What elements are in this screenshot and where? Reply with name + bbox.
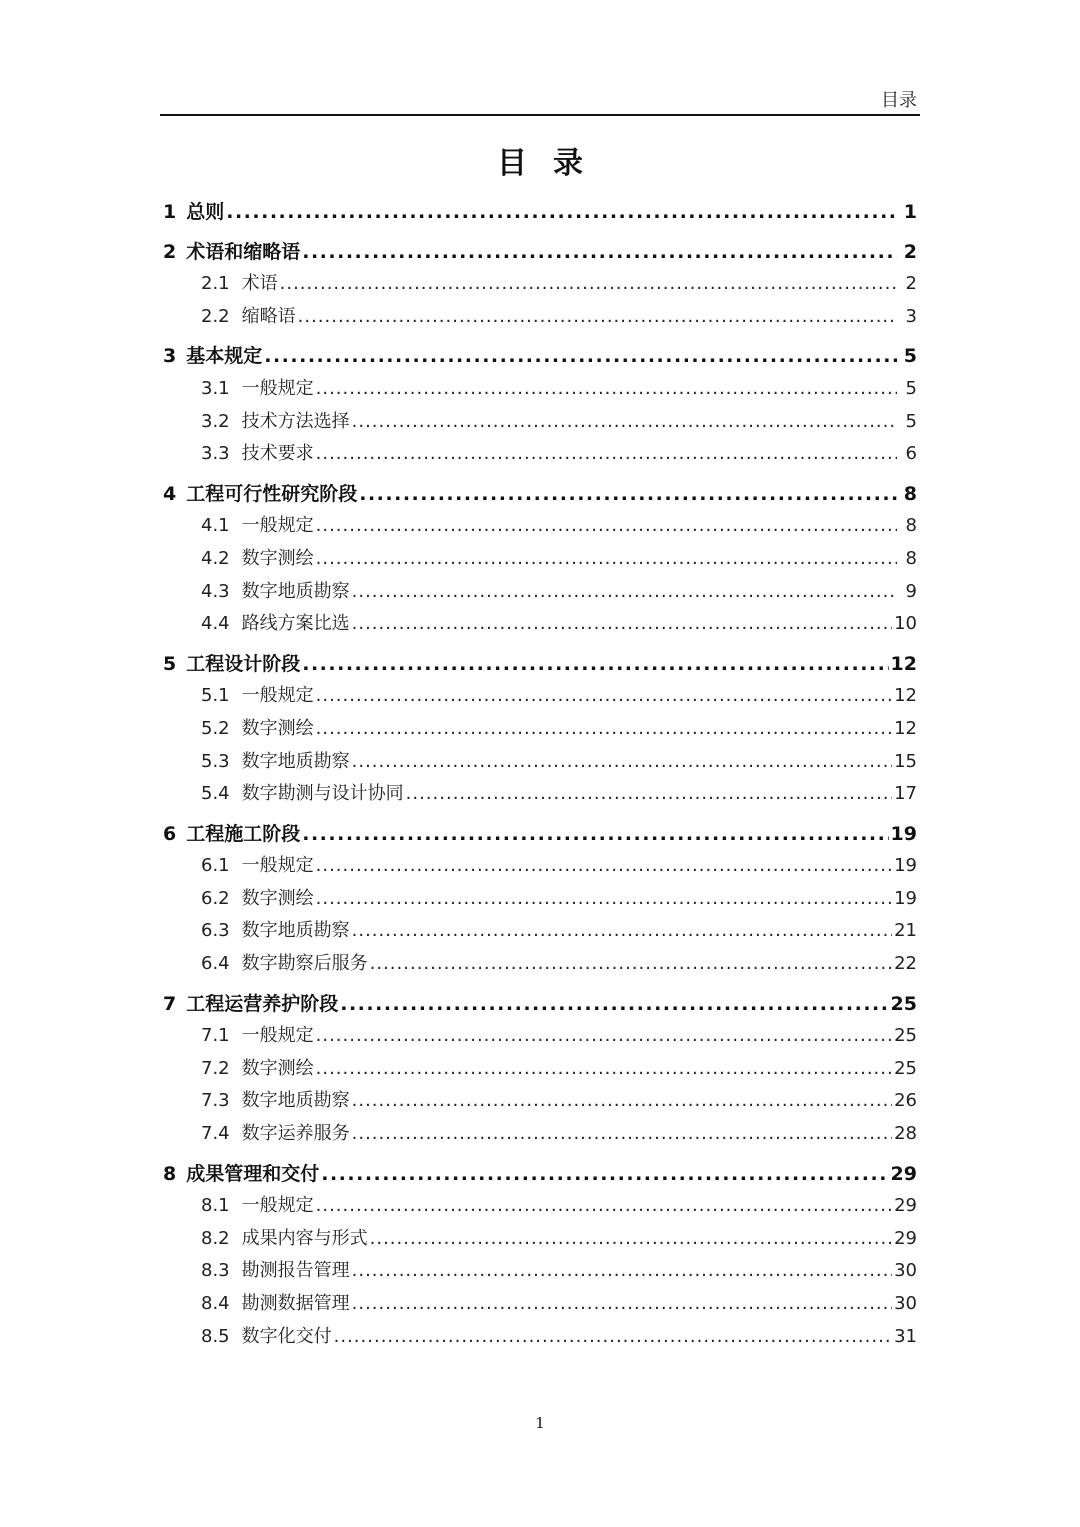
toc-entry-number: 7.2 [201, 1057, 230, 1079]
dot-leader [316, 883, 892, 916]
dot-leader [334, 1321, 892, 1354]
toc-entry-number: 6 [163, 822, 177, 845]
toc-entry-number: 6.4 [201, 953, 230, 975]
toc-entry-title: 数字地质勘察 [241, 750, 350, 772]
toc-entry-title: 数字测绘 [241, 887, 314, 909]
toc-entry-number: 7.3 [201, 1090, 230, 1112]
toc-section-entry[interactable] [163, 778, 917, 811]
toc-section-entry[interactable] [163, 1288, 917, 1321]
dot-leader [352, 1085, 892, 1118]
toc-entry-page: 28 [894, 1123, 917, 1145]
toc-entry-page: 8 [905, 515, 917, 537]
toc-entry-page: 5 [905, 410, 917, 432]
toc-chapter-entry[interactable] [163, 818, 917, 851]
toc-section-entry[interactable] [163, 268, 917, 301]
dot-leader [316, 510, 897, 543]
toc-entry-number: 6.1 [201, 855, 230, 877]
toc-entry-title: 技术要求 [241, 443, 314, 465]
toc-entry-number: 3 [163, 345, 177, 368]
toc-entry-title: 数字化交付 [241, 1325, 332, 1347]
toc-entry-page: 25 [894, 1057, 917, 1079]
toc-entry-page: 10 [894, 613, 917, 635]
toc-entry-title: 一般规定 [241, 1195, 314, 1217]
toc-entry-page: 19 [894, 855, 917, 877]
dot-leader [352, 406, 897, 439]
toc-entry-number: 5.3 [201, 750, 230, 772]
toc-entry-title: 数字测绘 [241, 547, 314, 569]
page-title: 目录 [497, 146, 609, 181]
dot-leader [316, 438, 897, 471]
toc-section-entry[interactable] [163, 438, 917, 471]
toc-entry-title: 术语 [241, 273, 278, 295]
toc-entry-number: 4.2 [201, 547, 230, 569]
toc-chapter-entry[interactable] [163, 478, 917, 511]
dot-leader [352, 608, 892, 641]
toc-entry-number: 2.1 [201, 273, 230, 295]
dot-leader [316, 680, 892, 713]
dot-leader [316, 373, 897, 406]
toc-section-entry[interactable] [163, 543, 917, 576]
toc-entry-number: 8.5 [201, 1325, 230, 1347]
toc-entry-title: 数字测绘 [241, 1057, 314, 1079]
page-number: 1 [535, 1414, 545, 1432]
toc-entry-title: 成果内容与形式 [241, 1227, 368, 1249]
toc-entry-page: 30 [894, 1293, 917, 1314]
toc-entry-title: 技术方法选择 [241, 410, 350, 432]
toc-entry-title: 一般规定 [241, 515, 314, 537]
toc-entry-title: 工程设计阶段 [186, 652, 301, 675]
toc-entry-number: 7.4 [201, 1123, 230, 1145]
dot-leader [302, 236, 897, 269]
toc-entry-title: 路线方案比选 [241, 613, 350, 635]
toc-entry-title: 缩略语 [241, 305, 296, 327]
toc-chapter-entry[interactable] [163, 988, 917, 1021]
toc-entry-page: 12 [890, 652, 917, 675]
toc-section-entry[interactable] [163, 1053, 917, 1086]
toc-entry-page: 1 [903, 201, 917, 223]
toc-entry-page: 25 [894, 1025, 917, 1047]
toc-entry-number: 8.2 [201, 1227, 230, 1249]
toc-section-entry[interactable] [163, 510, 917, 543]
toc-entry-page: 22 [894, 953, 917, 975]
dot-leader [352, 1118, 892, 1151]
toc-section-entry[interactable] [163, 680, 917, 713]
toc-entry-number: 4.1 [201, 515, 230, 537]
dot-leader [226, 196, 897, 229]
toc-entry-title: 一般规定 [241, 855, 314, 877]
toc-entry-page: 12 [894, 685, 917, 707]
toc-entry-page: 31 [894, 1325, 917, 1347]
dot-leader [316, 1020, 892, 1053]
toc-entry-number: 5.4 [201, 783, 230, 805]
toc-entry-number: 4.4 [201, 613, 230, 635]
toc-entry-title: 工程运营养护阶段 [186, 992, 339, 1015]
toc-entry-title: 工程施工阶段 [186, 822, 301, 845]
toc-section-entry[interactable] [163, 373, 917, 406]
dot-leader [352, 746, 892, 779]
toc-entry-page: 17 [894, 783, 917, 805]
toc-entry-title: 成果管理和交付 [186, 1162, 320, 1185]
toc-entry-number: 3.1 [201, 377, 230, 399]
dot-leader [316, 1053, 892, 1086]
toc-entry-title: 总则 [186, 201, 225, 223]
dot-leader [298, 301, 897, 334]
toc-entry-page: 21 [894, 920, 917, 942]
toc-entry-title: 一般规定 [241, 685, 314, 707]
toc-entry-page: 30 [894, 1260, 917, 1282]
toc-section-entry[interactable] [163, 1085, 917, 1118]
running-header: 目录 [881, 90, 917, 111]
toc-entry-number: 4 [163, 482, 177, 505]
toc-section-entry[interactable] [163, 850, 917, 883]
toc-entry-page: 29 [894, 1227, 917, 1249]
dot-leader [316, 713, 892, 746]
toc-entry-title: 基本规定 [186, 345, 263, 368]
toc-section-entry[interactable] [163, 1223, 917, 1256]
toc-entry-number: 6.2 [201, 887, 230, 909]
toc-section-entry[interactable] [163, 301, 917, 334]
toc-entry-title: 一般规定 [241, 377, 314, 399]
toc-entry-title: 数字地质勘察 [241, 580, 350, 602]
toc-section-entry[interactable] [163, 1190, 917, 1223]
toc-entry-title: 工程可行性研究阶段 [186, 482, 358, 505]
toc-entry-number: 3.2 [201, 410, 230, 432]
toc-entry-title: 数字测绘 [241, 717, 314, 739]
toc-entry-title: 勘测数据管理 [241, 1293, 350, 1314]
dot-leader [302, 818, 888, 851]
toc-entry-number: 1 [163, 201, 177, 223]
toc-entry-number: 5.2 [201, 717, 230, 739]
toc-entry-number: 6.3 [201, 920, 230, 942]
toc-entry-page: 15 [894, 750, 917, 772]
header-rule [160, 114, 920, 116]
toc-section-entry[interactable] [163, 915, 917, 948]
toc-entry-number: 2 [163, 240, 177, 263]
dot-leader [340, 988, 888, 1021]
toc-section-entry[interactable] [163, 1020, 917, 1053]
toc-entry-title: 数字地质勘察 [241, 920, 350, 942]
toc-entry-page: 9 [905, 580, 917, 602]
toc-entry-page: 19 [890, 822, 917, 845]
toc-entry-page: 8 [903, 482, 917, 505]
toc-section-entry[interactable] [163, 1118, 917, 1151]
toc-entry-page: 29 [890, 1162, 917, 1185]
toc-entry-page: 25 [890, 992, 917, 1015]
toc-section-entry[interactable] [163, 746, 917, 779]
toc-chapter-entry[interactable] [163, 340, 917, 373]
toc-entry-page: 8 [905, 547, 917, 569]
dot-leader [316, 1190, 892, 1223]
dot-leader [321, 1158, 888, 1191]
toc-entry-page: 5 [905, 377, 917, 399]
dot-leader [280, 268, 897, 301]
toc-section-entry[interactable] [163, 1255, 917, 1288]
dot-leader [352, 1255, 892, 1288]
dot-leader [352, 576, 897, 609]
dot-leader [370, 1223, 892, 1256]
toc-entry-title: 数字勘测与设计协同 [241, 783, 404, 805]
toc-entry-number: 5 [163, 652, 177, 675]
dot-leader [406, 778, 892, 811]
dot-leader [370, 948, 892, 981]
toc-entry-page: 26 [894, 1090, 917, 1112]
dot-leader [302, 648, 888, 681]
toc-section-entry[interactable] [163, 576, 917, 609]
toc-entry-number: 8.1 [201, 1195, 230, 1217]
dot-leader [316, 850, 892, 883]
toc-chapter-entry[interactable] [163, 1158, 917, 1191]
toc-section-entry[interactable] [163, 883, 917, 916]
toc-entry-title: 勘测报告管理 [241, 1260, 350, 1282]
toc-entry-number: 7.1 [201, 1025, 230, 1047]
toc-chapter-entry[interactable] [163, 236, 917, 269]
toc-entry-number: 8.3 [201, 1260, 230, 1282]
toc-entry-number: 7 [163, 992, 177, 1015]
toc-section-entry[interactable] [163, 608, 917, 641]
toc-entry-title: 数字运养服务 [241, 1123, 350, 1145]
toc-entry-title: 一般规定 [241, 1025, 314, 1047]
toc-chapter-entry[interactable] [163, 196, 917, 229]
toc-entry-number: 3.3 [201, 443, 230, 465]
toc-section-entry[interactable] [163, 948, 917, 981]
dot-leader [352, 1288, 892, 1321]
toc-entry-page: 2 [905, 273, 917, 295]
toc-entry-title: 数字地质勘察 [241, 1090, 350, 1112]
toc-section-entry[interactable] [163, 406, 917, 439]
toc-entry-page: 5 [903, 345, 917, 368]
toc-entry-title: 术语和缩略语 [186, 240, 301, 263]
toc-chapter-entry[interactable] [163, 648, 917, 681]
toc-entry-number: 4.3 [201, 580, 230, 602]
toc-entry-page: 3 [905, 305, 917, 327]
table-of-contents [163, 196, 917, 1353]
toc-entry-number: 8 [163, 1162, 177, 1185]
toc-entry-page: 6 [905, 443, 917, 465]
toc-entry-page: 29 [894, 1195, 917, 1217]
toc-entry-number: 5.1 [201, 685, 230, 707]
toc-section-entry[interactable] [163, 713, 917, 746]
toc-entry-title: 数字勘察后服务 [241, 953, 368, 975]
toc-entry-number: 2.2 [201, 305, 230, 327]
toc-section-entry[interactable] [163, 1321, 917, 1354]
toc-entry-number: 8.4 [201, 1293, 230, 1314]
toc-entry-page: 19 [894, 887, 917, 909]
dot-leader [264, 340, 897, 373]
dot-leader [316, 543, 897, 576]
toc-entry-page: 12 [894, 717, 917, 739]
toc-entry-page: 2 [903, 240, 917, 263]
dot-leader [359, 478, 897, 511]
dot-leader [352, 915, 892, 948]
